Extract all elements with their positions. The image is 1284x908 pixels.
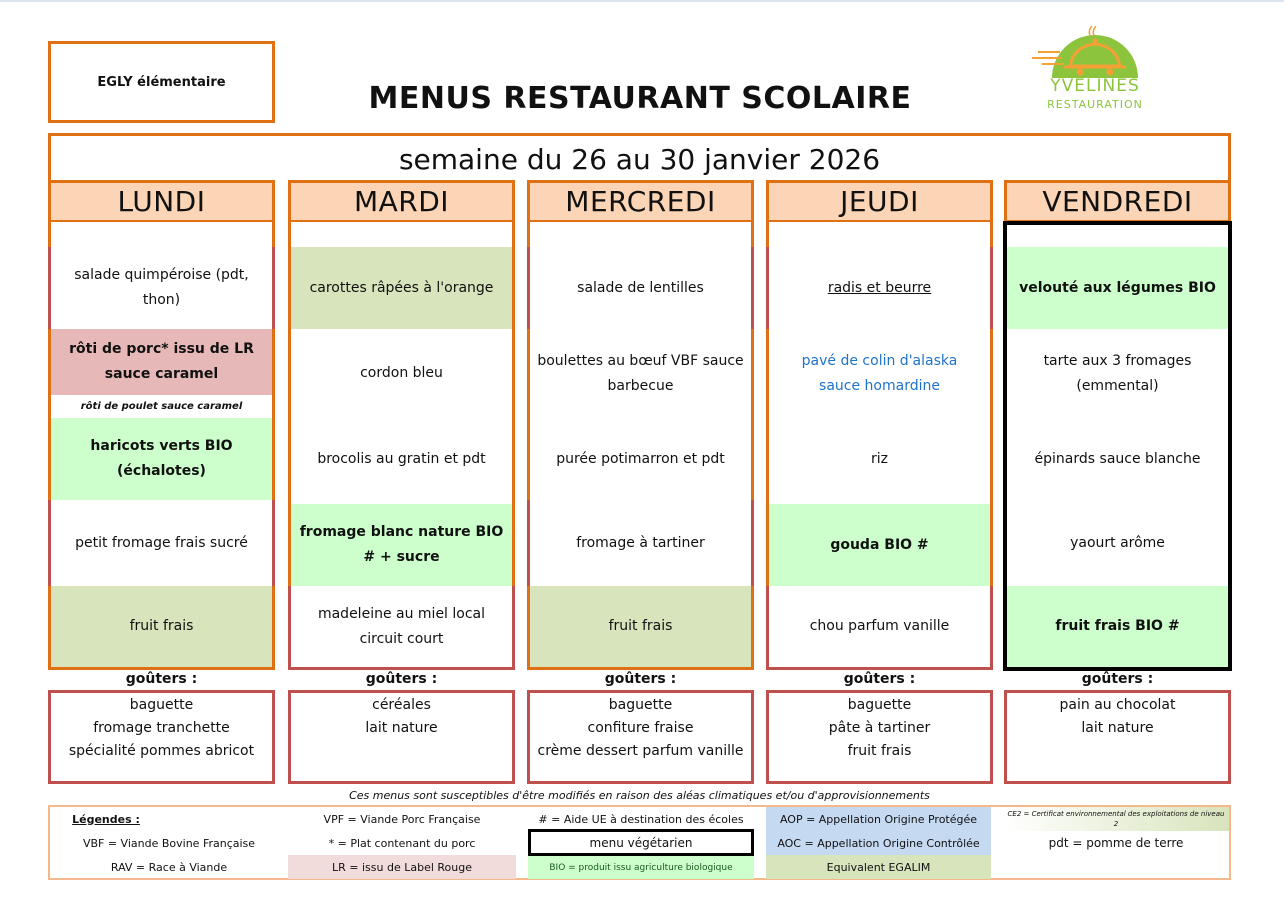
menu-entree: salade quimpéroise (pdt, thon) xyxy=(74,267,249,308)
day-column-mardi xyxy=(288,222,515,670)
cloche-logo-icon xyxy=(1030,26,1160,78)
gouter-item: fromage tranchette xyxy=(93,720,230,736)
legend-aide-ue: # = Aide UE à destination des écoles xyxy=(538,812,744,826)
gouter-item: céréales xyxy=(372,697,431,713)
day-column-jeudi xyxy=(766,222,993,670)
menu-plat: tarte aux 3 fromages (emmental) xyxy=(1043,352,1192,394)
gouter-label: goûters : xyxy=(604,671,677,687)
week-range xyxy=(48,133,1231,183)
legend-title: Légendes : xyxy=(72,812,140,826)
gouter-item: lait nature xyxy=(365,720,438,736)
day-header-vendredi: VENDREDI xyxy=(1004,180,1231,223)
menu-dessert: madeleine au miel local circuit court xyxy=(317,605,486,647)
legend-menu-vegetarien: menu végétarien xyxy=(528,829,754,856)
menu-laitage: fromage blanc nature BIO # + sucre xyxy=(291,504,512,586)
gouter-item: crème dessert parfum vanille xyxy=(537,743,744,759)
menu-dessert: fruit frais BIO # xyxy=(1007,586,1228,667)
gouter-box-vendredi xyxy=(1004,690,1231,784)
gouter-label: goûters : xyxy=(843,671,916,687)
legend-aoc: AOC = Appellation Origine Contrôlée xyxy=(766,831,991,855)
gouter-item: baguette xyxy=(847,697,912,713)
disclaimer: Ces menus sont susceptibles d'être modifiés en raison des aléas climatiques et/ou d'approvisionnements xyxy=(349,788,930,802)
day-header-mercredi: MERCREDI xyxy=(527,180,754,223)
gouter-item: baguette xyxy=(608,697,673,713)
menu-plat: boulettes au bœuf VBF sauce barbecue xyxy=(537,352,744,394)
gouter-label: goûters : xyxy=(365,671,438,687)
menu-plat-alternative: rôti de poulet sauce caramel xyxy=(80,400,243,412)
legend-label-rouge: LR = issu de Label Rouge xyxy=(288,855,516,879)
menu-accompagnement: brocolis au gratin et pdt xyxy=(317,450,486,467)
logo-text-restauration: RESTAURATION xyxy=(1047,98,1143,111)
week-range-text: semaine du 26 au 30 janvier 2026 xyxy=(398,143,881,176)
menu-dessert: chou parfum vanille xyxy=(809,618,950,634)
gouter-item: baguette xyxy=(129,697,194,713)
logo-text-yvelines: YVELINES xyxy=(1050,76,1140,96)
legend-vbf: VBF = Viande Bovine Française xyxy=(82,836,256,850)
day-header-jeudi: JEUDI xyxy=(766,180,993,223)
menu-plat: pavé de colin d'alaska sauce homardine xyxy=(801,352,958,394)
gouter-item: confiture fraise xyxy=(587,720,694,736)
gouter-label: goûters : xyxy=(1081,671,1154,687)
gouter-item: spécialité pommes abricot xyxy=(68,743,255,759)
menu-entree: salade de lentilles xyxy=(577,279,704,296)
legend-pdt: pdt = pomme de terre xyxy=(1048,836,1184,850)
day-header-mardi: MARDI xyxy=(288,180,515,223)
legend-vpf: VPF = Viande Porc Française xyxy=(323,812,481,826)
menu-accompagnement: épinards sauce blanche xyxy=(1034,450,1201,467)
gouter-box-jeudi xyxy=(766,690,993,784)
day-column-vendredi xyxy=(1004,222,1231,670)
gouter-item: lait nature xyxy=(1081,720,1154,736)
menu-laitage: petit fromage frais sucré xyxy=(75,534,248,551)
yvelines-restauration-logo xyxy=(1030,26,1160,118)
menu-dessert: fruit frais xyxy=(51,586,272,667)
legend-egalim: Equivalent EGALIM xyxy=(766,855,991,879)
menu-plat: rôti de porc* issu de LR sauce caramel xyxy=(51,329,272,395)
menu-laitage: fromage à tartiner xyxy=(576,534,705,551)
page-title: MENUS RESTAURANT SCOLAIRE xyxy=(368,80,912,116)
gouter-box-mardi xyxy=(288,690,515,784)
gouter-box-mercredi xyxy=(527,690,754,784)
day-header-lundi: LUNDI xyxy=(48,180,275,223)
gouter-item: pain au chocolat xyxy=(1059,697,1176,713)
menu-entree: carottes râpées à l'orange xyxy=(291,247,512,329)
gouter-item: pâte à tartiner xyxy=(828,720,931,736)
day-column-lundi xyxy=(48,222,275,670)
legend-ce2: CE2 = Certificat environnemental des exploitations de niveau 2 xyxy=(1003,807,1229,831)
menu-dessert: fruit frais xyxy=(530,586,751,667)
school-name: EGLY élémentaire xyxy=(97,74,226,90)
menu-laitage: gouda BIO # xyxy=(769,504,990,586)
legend-porc: * = Plat contenant du porc xyxy=(328,836,476,850)
legend-bio: BIO = produit issu agriculture biologique xyxy=(528,856,754,879)
menu-plat: cordon bleu xyxy=(360,365,443,381)
menu-entree: radis et beurre xyxy=(827,279,932,296)
legend-rav: RAV = Race à Viande xyxy=(110,860,228,874)
menu-entree: velouté aux légumes BIO xyxy=(1007,247,1228,329)
gouter-label: goûters : xyxy=(125,671,198,687)
menu-accompagnement: riz xyxy=(871,450,888,467)
gouter-item: fruit frais xyxy=(847,743,912,759)
legend-aop: AOP = Appellation Origine Protégée xyxy=(766,807,991,831)
menu-accompagnement: haricots verts BIO (échalotes) xyxy=(51,418,272,500)
menu-accompagnement: purée potimarron et pdt xyxy=(556,450,725,467)
legend xyxy=(48,805,1231,880)
day-column-mercredi xyxy=(527,222,754,670)
gouter-box-lundi xyxy=(48,690,275,784)
menu-laitage: yaourt arôme xyxy=(1070,534,1165,551)
school-name-box xyxy=(48,41,275,123)
